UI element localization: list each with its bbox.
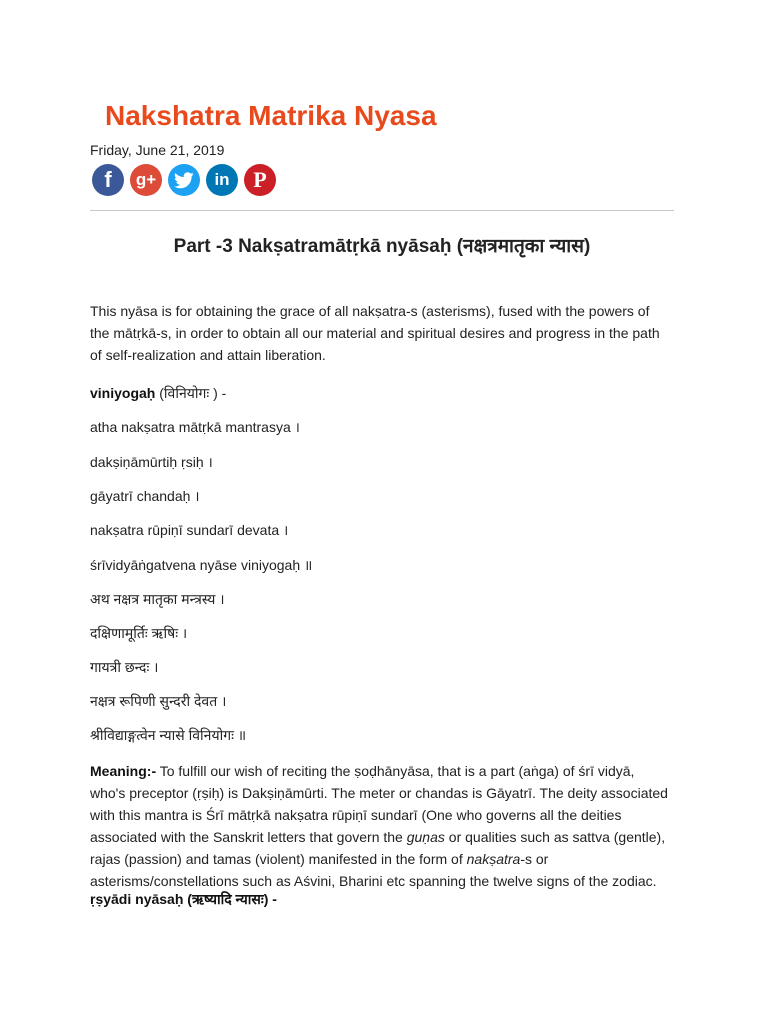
rsyadi-heading [90, 890, 277, 909]
mantra-line: atha nakṣatra mātṛkā mantrasya । [90, 419, 300, 435]
twitter-share-button[interactable] [168, 164, 200, 196]
googleplus-share-button[interactable] [130, 164, 162, 196]
meaning-paragraph [90, 760, 670, 892]
mantra-line: श्रीविद्याङ्गत्वेन न्यासे विनियोगः ॥ [90, 727, 247, 743]
rsyadi-rest: (ऋष्यादि न्यासः) - [183, 891, 277, 907]
viniyoga-heading [90, 384, 226, 403]
linkedin-icon: in [214, 170, 230, 189]
pinterest-icon: P [253, 167, 267, 192]
pinterest-share-button[interactable] [244, 164, 276, 196]
mantra-line: gāyatrī chandaḥ । [90, 488, 200, 504]
meaning-paragraph-wrap [90, 760, 670, 892]
post-title[interactable]: Nakshatra Matrika Nyasa [105, 100, 437, 131]
rsyadi-label: ṛṣyādi nyāsaḥ [90, 891, 184, 907]
share-buttons [92, 164, 276, 196]
meaning-emphasis: nakṣatra [466, 851, 521, 867]
post-body [90, 300, 670, 366]
section-heading: Part -3 Nakṣatramātṛkā nyāsaḥ (नक्षत्रमातृका न्यास) [173, 236, 591, 257]
meaning-text: -s or asterisms/constellations such as Aśvini, Bharini etc spanning the twelve signs of the zodiac. [90, 851, 657, 889]
mantra-line: अथ नक्षत्र मातृका मन्त्रस्य । [90, 591, 225, 607]
meaning-text: To fulfill our wish of reciting the ṣoḍhānyāsa, that is a part (aṅga) of śrī vidyā, who's preceptor (ṛṣiḥ) is Dakṣiṇāmūrti. The meter or chandas is Gāyatrī. The deity associated with this mantra is Śrī mātṛkā nakṣatra rūpiṇī sundarī (One who governs all the deities associated with the Sanskrit letters that govern the [90, 763, 668, 845]
linkedin-share-button[interactable] [206, 164, 238, 196]
mantra-line: नक्षत्र रूपिणी सुन्दरी देवत । [90, 693, 227, 709]
intro-paragraph: This nyāsa is for obtaining the grace of all nakṣatra-s (asterisms), fused with the powers of the mātṛkā-s, in order to obtain all our material and spiritual desires and progress in the path of self-realization and attain liberation. [90, 303, 660, 363]
viniyoga-label: viniyogaḥ [90, 385, 156, 401]
twitter-icon [174, 172, 194, 189]
mantra-line: nakṣatra rūpiṇī sundarī devata । [90, 522, 289, 538]
facebook-share-button[interactable] [92, 164, 124, 196]
googleplus-icon: g+ [135, 170, 157, 189]
post-date: Friday, June 21, 2019 [90, 142, 225, 158]
mantra-line: गायत्री छन्दः । [90, 659, 159, 675]
divider [90, 210, 674, 211]
meaning-emphasis: guṇas [406, 829, 445, 845]
viniyoga-rest: (विनियोगः ) - [155, 385, 227, 401]
mantra-line: dakṣiṇāmūrtiḥ ṛsiḥ । [90, 454, 213, 470]
mantra-line: śrīvidyāṅgatvena nyāse viniyogaḥ ॥ [90, 557, 313, 573]
meaning-label: Meaning:- [90, 763, 157, 779]
facebook-icon: f [104, 167, 112, 192]
mantra-line: दक्षिणामूर्तिः ऋषिः । [90, 625, 188, 641]
meaning-text: or qualities such as sattva (gentle), rajas (passion) and tamas (violent) manifested in the form of [90, 829, 666, 867]
